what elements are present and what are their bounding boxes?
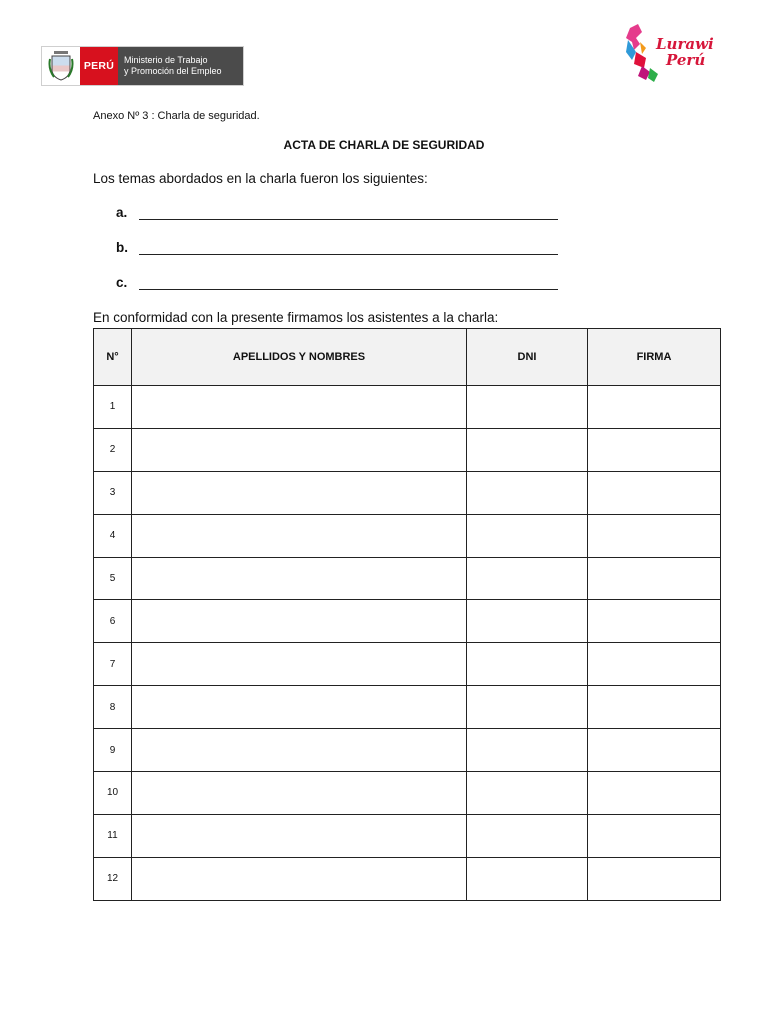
topic-c-field[interactable] bbox=[116, 275, 558, 295]
table-row bbox=[94, 428, 721, 471]
row-number: 4 bbox=[94, 514, 132, 557]
dni-cell[interactable] bbox=[467, 557, 588, 600]
signature-cell[interactable] bbox=[588, 772, 721, 815]
ministry-logo bbox=[41, 46, 244, 86]
row-number: 12 bbox=[94, 857, 132, 900]
topic-letter: a. bbox=[116, 205, 128, 220]
column-header-dni: DNI bbox=[467, 329, 588, 386]
name-cell[interactable] bbox=[132, 814, 467, 857]
name-cell[interactable] bbox=[132, 600, 467, 643]
row-number: 11 bbox=[94, 814, 132, 857]
name-cell[interactable] bbox=[132, 729, 467, 772]
lurawi-peru-text bbox=[656, 36, 714, 68]
table-row bbox=[94, 557, 721, 600]
topic-letter: b. bbox=[116, 240, 128, 255]
table-row bbox=[94, 471, 721, 514]
row-number: 8 bbox=[94, 686, 132, 729]
peru-label: PERÚ bbox=[80, 47, 118, 85]
name-cell[interactable] bbox=[132, 471, 467, 514]
table-row bbox=[94, 857, 721, 900]
table-row bbox=[94, 386, 721, 429]
row-number: 5 bbox=[94, 557, 132, 600]
conformity-statement: En conformidad con la presente firmamos los asistentes a la charla: bbox=[93, 310, 499, 325]
row-number: 6 bbox=[94, 600, 132, 643]
signature-cell[interactable] bbox=[588, 557, 721, 600]
topic-letter: c. bbox=[116, 275, 128, 290]
table-row bbox=[94, 600, 721, 643]
name-cell[interactable] bbox=[132, 386, 467, 429]
dni-cell[interactable] bbox=[467, 857, 588, 900]
topic-line bbox=[139, 219, 558, 220]
ministry-name-line2: y Promoción del Empleo bbox=[124, 66, 222, 76]
name-cell[interactable] bbox=[132, 772, 467, 815]
name-cell[interactable] bbox=[132, 428, 467, 471]
table-row bbox=[94, 772, 721, 815]
name-cell[interactable] bbox=[132, 686, 467, 729]
table-row bbox=[94, 814, 721, 857]
dni-cell[interactable] bbox=[467, 772, 588, 815]
signature-cell[interactable] bbox=[588, 686, 721, 729]
topic-line bbox=[139, 289, 558, 290]
column-header-number: N° bbox=[94, 329, 132, 386]
signature-cell[interactable] bbox=[588, 729, 721, 772]
topic-b-field[interactable] bbox=[116, 240, 558, 260]
annex-label: Anexo Nº 3 : Charla de seguridad. bbox=[93, 110, 260, 122]
name-cell[interactable] bbox=[132, 857, 467, 900]
brand-line2: Perú bbox=[666, 51, 706, 69]
ministry-name-line1: Ministerio de Trabajo bbox=[124, 55, 208, 65]
dni-cell[interactable] bbox=[467, 729, 588, 772]
topic-line bbox=[139, 254, 558, 255]
dni-cell[interactable] bbox=[467, 386, 588, 429]
signature-cell[interactable] bbox=[588, 386, 721, 429]
topics-intro: Los temas abordados en la charla fueron los siguientes: bbox=[93, 171, 428, 186]
signature-cell[interactable] bbox=[588, 857, 721, 900]
signature-cell[interactable] bbox=[588, 600, 721, 643]
name-cell[interactable] bbox=[132, 643, 467, 686]
row-number: 9 bbox=[94, 729, 132, 772]
table-row bbox=[94, 514, 721, 557]
coat-of-arms-icon bbox=[42, 47, 80, 85]
dni-cell[interactable] bbox=[467, 514, 588, 557]
name-cell[interactable] bbox=[132, 557, 467, 600]
ministry-name bbox=[118, 47, 243, 85]
dni-cell[interactable] bbox=[467, 428, 588, 471]
dni-cell[interactable] bbox=[467, 686, 588, 729]
column-header-signature: FIRMA bbox=[588, 329, 721, 386]
signature-cell[interactable] bbox=[588, 428, 721, 471]
dni-cell[interactable] bbox=[467, 600, 588, 643]
dni-cell[interactable] bbox=[467, 471, 588, 514]
topic-a-field[interactable] bbox=[116, 205, 558, 225]
signature-cell[interactable] bbox=[588, 643, 721, 686]
table-row bbox=[94, 729, 721, 772]
signature-cell[interactable] bbox=[588, 514, 721, 557]
row-number: 1 bbox=[94, 386, 132, 429]
dni-cell[interactable] bbox=[467, 814, 588, 857]
table-row bbox=[94, 686, 721, 729]
signature-cell[interactable] bbox=[588, 814, 721, 857]
name-cell[interactable] bbox=[132, 514, 467, 557]
attendance-table bbox=[93, 328, 721, 901]
page-title: ACTA DE CHARLA DE SEGURIDAD bbox=[283, 138, 485, 152]
table-row bbox=[94, 643, 721, 686]
lurawi-peru-logo bbox=[622, 22, 714, 84]
row-number: 10 bbox=[94, 772, 132, 815]
row-number: 3 bbox=[94, 471, 132, 514]
dni-cell[interactable] bbox=[467, 643, 588, 686]
row-number: 7 bbox=[94, 643, 132, 686]
column-header-name: APELLIDOS Y NOMBRES bbox=[132, 329, 467, 386]
row-number: 2 bbox=[94, 428, 132, 471]
signature-cell[interactable] bbox=[588, 471, 721, 514]
brand-line1: Lurawi bbox=[656, 35, 714, 53]
table-header-row bbox=[94, 329, 721, 386]
